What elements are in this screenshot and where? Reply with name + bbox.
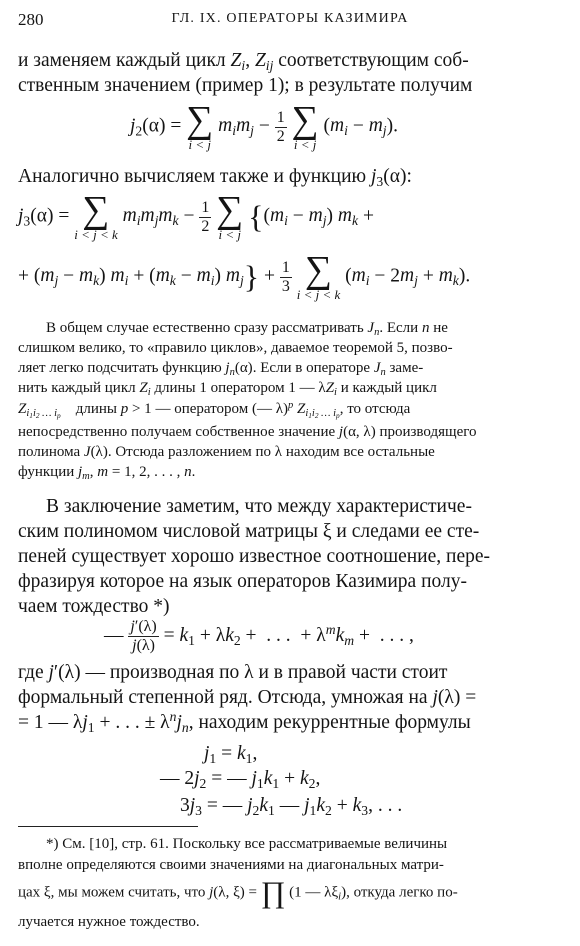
footnote-rule	[18, 826, 198, 827]
page-number: 280	[18, 10, 44, 29]
recurrence-3: $3j_3$ = — $j_2k_1$ — $j_1k_2 + k_3$, . . .	[180, 795, 403, 819]
para1-line1: и заменяем каждый цикл $Z_i$, $Z_{ij}$ соответствующим соб-	[18, 50, 469, 74]
small-line8: функции $j_m$, m = 1, 2, . . . , n.	[18, 464, 196, 483]
para4-line2: формальный степенной ряд. Отсюда, умножая на j(λ) =	[18, 687, 477, 708]
footnote-line2: вполне определяются своими значениями на диагональных матри-	[18, 857, 444, 873]
product-symbol: ∏	[260, 876, 286, 909]
small-line2: слишком велико, то «правило циклов», даваемое теоремой 5, позво-	[18, 340, 453, 356]
para2: Аналогично вычисляем также и функцию $j_3(\alpha)$:	[18, 166, 412, 190]
sum-symbol: ∑ i < j	[186, 99, 214, 152]
footnote-line1: *) См. [10], стр. 61. Поскольку все рассматриваемые величины	[46, 836, 448, 852]
small-line6: непосредственно получаем собственное значение j(α, λ) производящего	[18, 424, 477, 440]
para4-line1: где j′(λ) — производная по λ и в правой части стоит	[18, 662, 448, 683]
small-line1: В общем случае естественно сразу рассматривать $J_n$. Если n не	[46, 320, 448, 339]
equation-j3-line1: $j_3(\alpha)$ = ∑ i < j < k $m_im_jm_k$ − $\frac{1}{2}$ ∑ i < j {$(m_i - m_j) m_k$ +	[18, 189, 374, 242]
para3-line1: В заключение заметим, что между характеристиче-	[46, 496, 472, 517]
para3-line4: фразируя которое на язык операторов Казимира полу-	[18, 571, 467, 592]
recurrence-2: — $2j_2$ = — $j_1k_1 + k_2$,	[160, 768, 321, 792]
sum-symbol: ∑ i < j	[216, 189, 244, 242]
fraction-half: $\frac{1}{2}$	[276, 108, 285, 145]
small-line7: полинома J(λ). Отсюда разложением по λ находим все остальные	[18, 444, 435, 460]
fraction-half: $\frac{1}{2}$	[201, 198, 210, 235]
footnote-line4: лучается нужное тождество.	[18, 914, 200, 930]
fraction-derivative: $\frac{j'(\lambda)}{j(\lambda)}$	[130, 618, 157, 654]
para4-line3: = 1 — $\lambda j_1$ + . . . ± $\lambda^nj_n$, находим рекуррентные формулы	[18, 709, 471, 736]
equation-j3-line2: + $(m_j - m_k) m_i + (m_k - m_i) m_j$} + $\frac{1}{3}$ ∑ i < j < k $(m_i - 2m_j + m_k)$.	[18, 249, 471, 302]
para1-line2: ственным значением (пример 1); в результате получим	[18, 75, 473, 96]
recurrence-1: $j_1 = k_1$,	[204, 743, 258, 767]
equation-j2: $j_2(\alpha)$ = ∑ i < j $m_im_j$ − $\frac{1}{2}$ ∑ i < j $(m_i - m_j)$.	[130, 99, 398, 152]
fraction-third: $\frac{1}{3}$	[281, 258, 290, 295]
small-line4: нить каждый цикл $Z_i$ длины 1 оператором 1 — $\lambda Z_i$ и каждый цикл	[18, 380, 437, 399]
para3-line2: ским полиномом числовой матрицы ξ и следами ее сте-	[18, 521, 480, 542]
sum-symbol: ∑ i < j < k	[74, 189, 118, 242]
page-header	[14, 10, 566, 32]
small-line5: $Z_{i_1i_2 \dots i_p}$ длины p > 1 — оператором (— λ)$^p$ $Z_{i_1i_2 \dots i_p}$, то отсюда	[18, 399, 411, 421]
para3-line3: пеней существует хорошо известное соотношение, пере-	[18, 546, 490, 567]
running-head: ГЛ. IX. ОПЕРАТОРЫ КАЗИМИРА	[171, 11, 409, 26]
small-line3: ляет легко подсчитать функцию $j_n(\alpha)$. Если в операторе $J_n$ заме-	[18, 360, 424, 379]
equation-identity: — $\frac{j'(\lambda)}{j(\lambda)}$ = $k_1 + \lambda k_2$ + . . . + $\lambda^mk_m$ + . . . ,	[104, 618, 414, 654]
footnote-line3: цах ξ, мы можем считать, что j(λ, ξ) = ∏ (1 — $\lambda\xi_i$), откуда легко по-	[18, 876, 458, 909]
sum-symbol: ∑ i < j < k	[296, 249, 341, 302]
sum-symbol: ∑ i < j	[291, 99, 319, 152]
para3-line5: чаем тождество *)	[18, 596, 170, 617]
